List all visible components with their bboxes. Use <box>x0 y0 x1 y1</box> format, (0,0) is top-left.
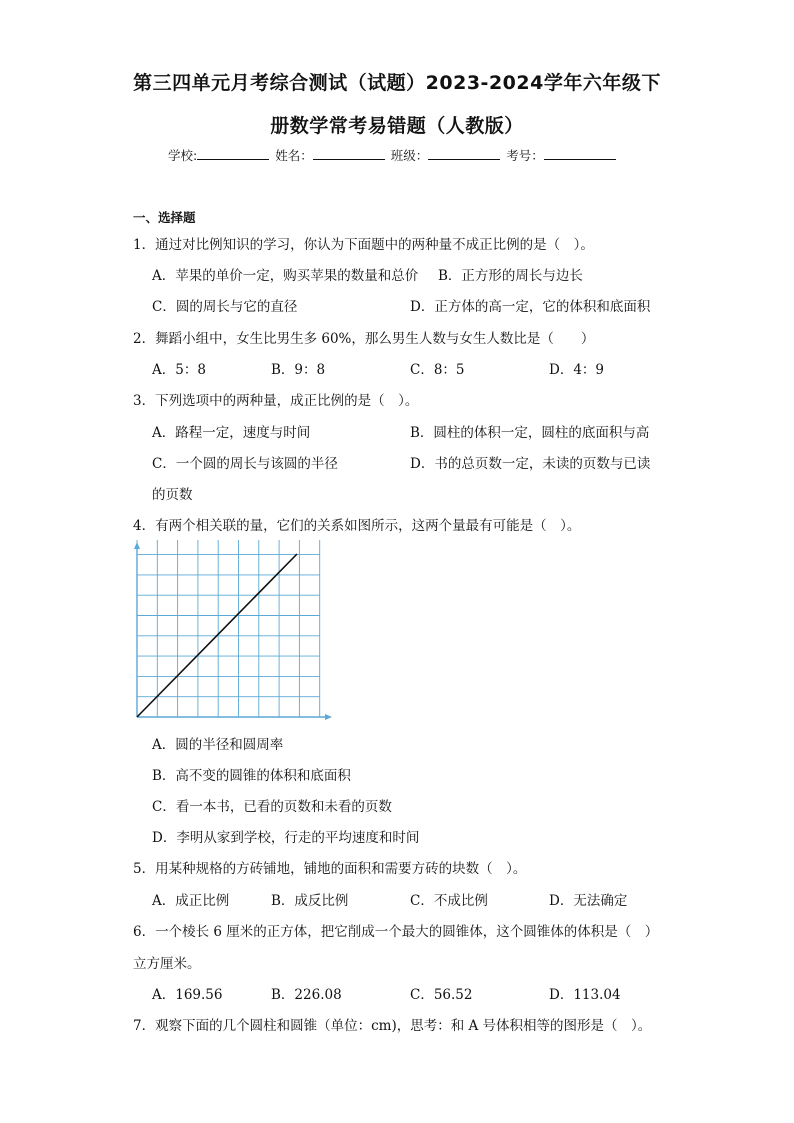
question-6-option-b[interactable]: B．226.08 <box>271 987 342 1003</box>
question-6-stem: 6．一个棱长 6 厘米的正方体，把它削成一个最大的圆锥体，这个圆锥体的体积是（ ） <box>133 924 659 940</box>
question-6-continuation: 立方厘米。 <box>133 956 201 972</box>
class-blank[interactable] <box>428 147 500 160</box>
question-1-option-b[interactable]: B．正方形的周长与边长 <box>438 268 583 284</box>
number-label: 考号： <box>506 148 544 163</box>
number-blank[interactable] <box>544 147 616 160</box>
graph-axes <box>134 542 332 720</box>
question-1-option-c[interactable]: C．圆的周长与它的直径 <box>152 299 298 315</box>
question-3-option-d[interactable]: D．书的总页数一定，未读的页数与已读 <box>410 456 651 472</box>
question-2-option-d[interactable]: D．4：9 <box>549 362 605 378</box>
student-info-line <box>168 146 618 164</box>
question-6-option-d[interactable]: D．113.04 <box>549 987 621 1003</box>
question-3-stem: 3．下列选项中的两种量，成正比例的是（ ）。 <box>133 393 419 409</box>
question-3-option-d-continuation: 的页数 <box>152 487 193 503</box>
question-3-option-b[interactable]: B．圆柱的体积一定，圆柱的底面积与高 <box>410 425 650 441</box>
question-4-option-b[interactable]: B．高不变的圆锥的体积和底面积 <box>152 768 351 784</box>
title-line-2: 册数学常考易错题（人教版） <box>270 115 524 137</box>
question-6-option-c[interactable]: C．56.52 <box>410 987 473 1003</box>
question-2-stem: 2．舞蹈小组中，女生比男生多 60%，那么男生人数与女生人数比是（ ） <box>133 331 595 347</box>
name-label: 姓名： <box>275 148 313 163</box>
question-1-option-d[interactable]: D．正方体的高一定，它的体积和底面积 <box>410 299 651 315</box>
name-blank[interactable] <box>313 147 385 160</box>
class-label: 班级： <box>390 148 429 163</box>
question-2-option-a[interactable]: A．5：8 <box>152 362 206 378</box>
section-heading: 一、选择题 <box>133 210 196 225</box>
question-5-option-a[interactable]: A．成正比例 <box>152 893 230 909</box>
graph-grid <box>137 540 320 717</box>
question-3-option-c[interactable]: C．一个圆的周长与该圆的半径 <box>152 456 338 472</box>
question-4-option-c[interactable]: C．看一本书，已看的页数和未看的页数 <box>152 799 392 815</box>
question-5-option-c[interactable]: C．不成比例 <box>410 893 488 909</box>
school-blank[interactable] <box>197 147 269 160</box>
question-1-stem: 1．通过对比例知识的学习，你认为下面题中的两种量不成正比例的是（ ）。 <box>133 237 594 253</box>
question-7-stem: 7．观察下面的几个圆柱和圆锥（单位：cm)，思考：和 A 号体积相等的图形是（ ）。 <box>133 1018 652 1034</box>
question-1-option-a[interactable]: A．苹果的单价一定，购买苹果的数量和总价 <box>152 268 419 284</box>
question-5-stem: 5．用某种规格的方砖铺地，铺地的面积和需要方砖的块数（ ）。 <box>133 861 527 877</box>
question-4-option-d[interactable]: D．李明从家到学校，行走的平均速度和时间 <box>152 830 420 846</box>
school-label: 学校: <box>168 148 198 163</box>
question-6-option-a[interactable]: A．169.56 <box>152 987 223 1003</box>
question-5-option-d[interactable]: D．无法确定 <box>549 893 628 909</box>
question-2-option-b[interactable]: B．9：8 <box>271 362 326 378</box>
question-2-option-c[interactable]: C．8：5 <box>410 362 465 378</box>
question-4-stem: 4．有两个相关联的量，它们的关系如图所示，这两个量最有可能是（ ）。 <box>133 518 581 534</box>
question-3-option-a[interactable]: A．路程一定，速度与时间 <box>152 425 311 441</box>
question-5-option-b[interactable]: B．成反比例 <box>271 893 349 909</box>
proportion-graph <box>128 540 334 726</box>
question-4-option-a[interactable]: A．圆的半径和圆周率 <box>152 737 284 753</box>
title-line-1: 第三四单元月考综合测试（试题）2023-2024学年六年级下 <box>133 72 661 94</box>
